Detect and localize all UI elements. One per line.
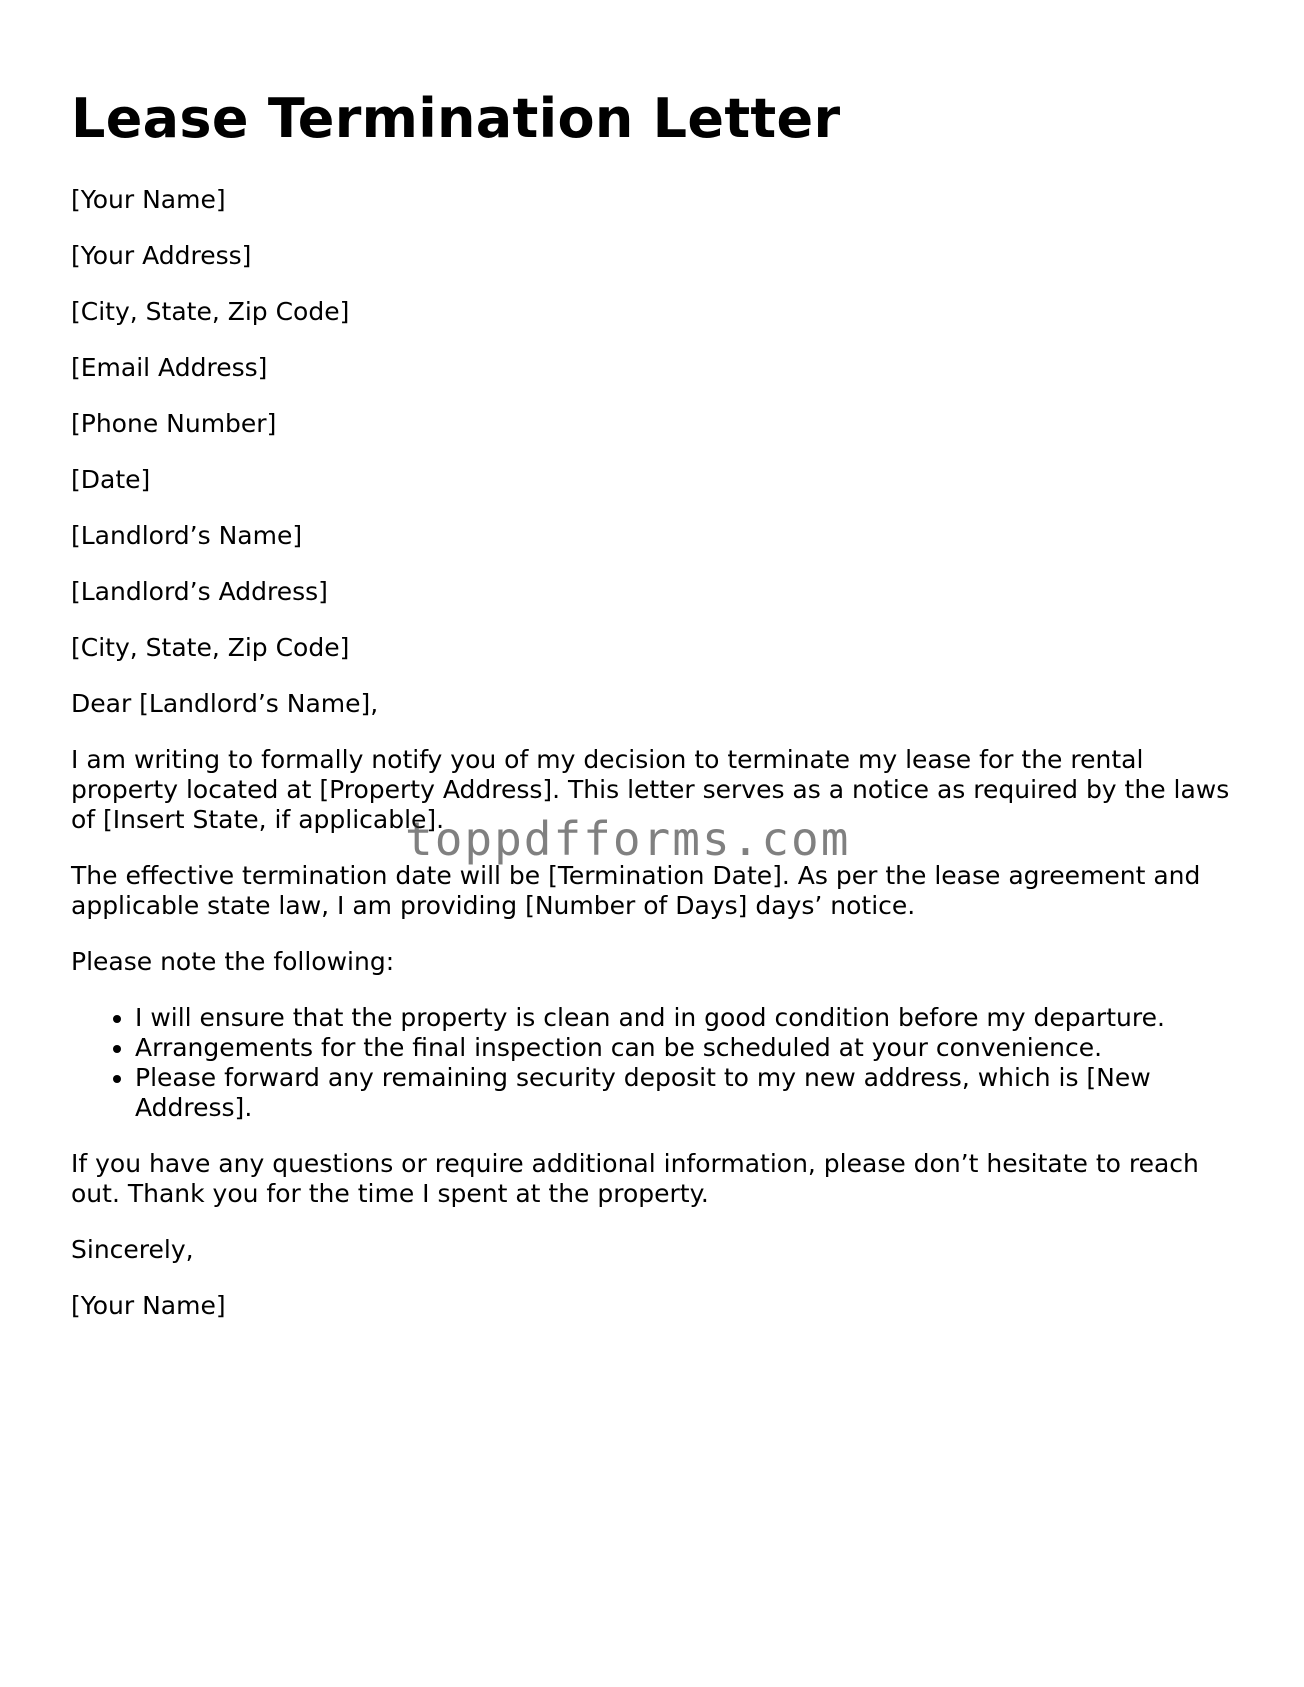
signature: [Your Name]	[71, 1291, 226, 1320]
closing-paragraph: If you have any questions or require additional information, please don’t hesitate to reach out. Thank you for the time I spent at the property.	[71, 1149, 1199, 1208]
recipient-block	[71, 521, 1231, 663]
notes-intro: Please note the following:	[71, 947, 395, 976]
notes-list	[71, 1003, 1231, 1123]
recipient-name: [Landlord’s Name]	[71, 521, 303, 550]
sender-phone: [Phone Number]	[71, 409, 277, 438]
closing: Sincerely,	[71, 1235, 194, 1264]
intro-paragraph: I am writing to formally notify you of my decision to terminate my lease for the rental property located at [Property Address]. This letter serves as a notice as required by the laws of [Insert State, if applicable].	[71, 745, 1230, 834]
salutation: Dear [Landlord’s Name],	[71, 689, 379, 718]
termination-date-paragraph: The effective termination date will be [Termination Date]. As per the lease agreement and applicable state law, I am providing [Number of Days] days’ notice.	[71, 861, 1201, 920]
sender-address: [Your Address]	[71, 241, 252, 270]
sender-email: [Email Address]	[71, 353, 268, 382]
sender-block	[71, 185, 1231, 495]
recipient-city-state-zip: [City, State, Zip Code]	[71, 633, 350, 662]
list-item: • I will ensure that the property is clean and in good condition before my departure.	[135, 1003, 1231, 1033]
sender-city-state-zip: [City, State, Zip Code]	[71, 297, 350, 326]
letter-page	[71, 0, 1231, 1347]
list-item: • Arrangements for the final inspection can be scheduled at your convenience.	[135, 1033, 1231, 1063]
list-item: • Please forward any remaining security deposit to my new address, which is [New Address].	[135, 1063, 1231, 1123]
watermark: toppdfforms.com	[405, 812, 851, 866]
page-title: Lease Termination Letter	[71, 87, 841, 150]
recipient-address: [Landlord’s Address]	[71, 577, 328, 606]
letter-date: [Date]	[71, 465, 151, 494]
sender-name: [Your Name]	[71, 185, 226, 214]
